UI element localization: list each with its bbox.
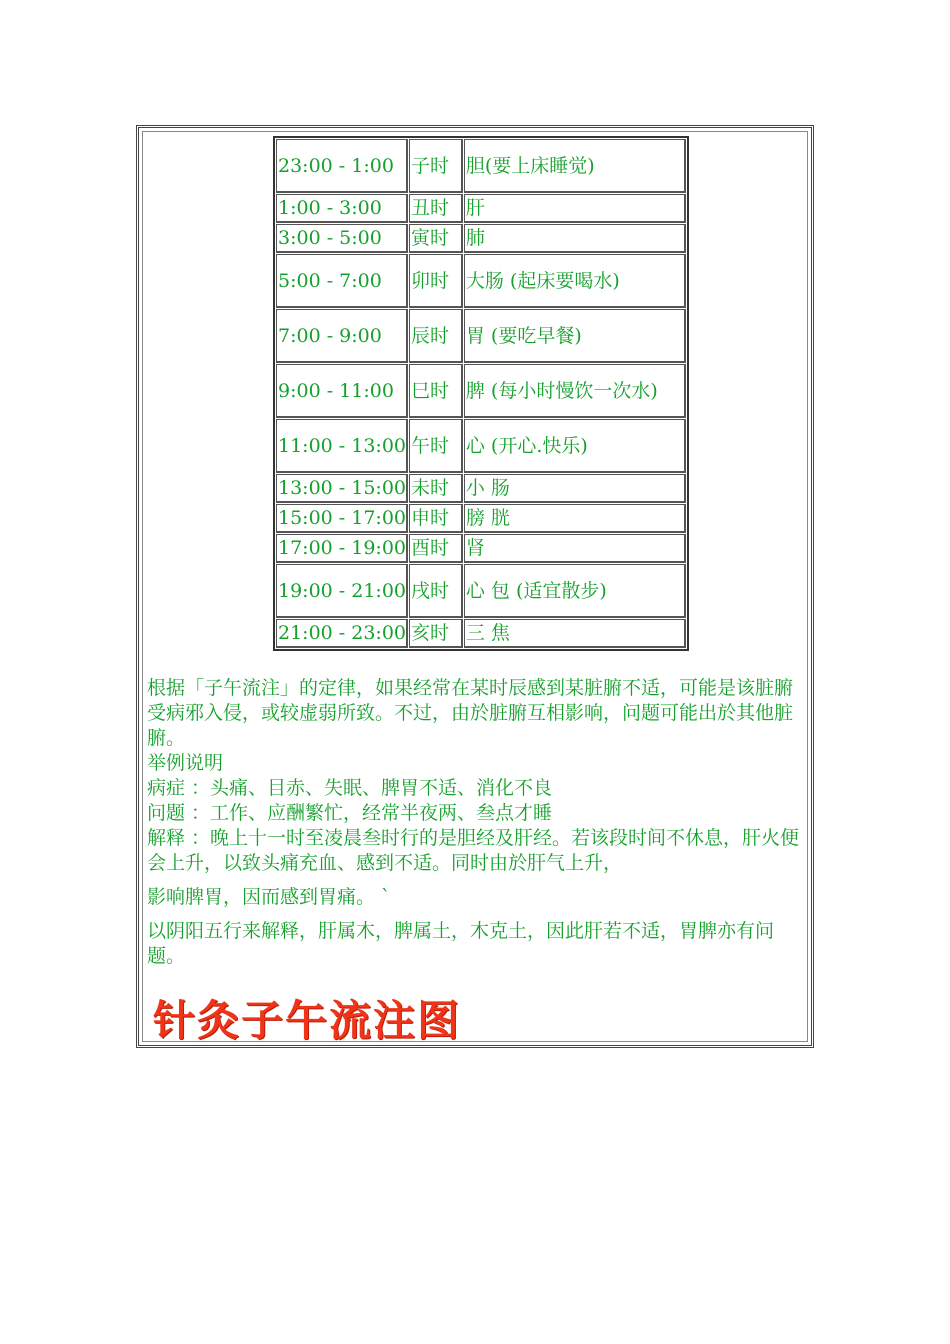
- document-frame: [136, 125, 814, 1048]
- yinyang-paragraph: 以阴阳五行来解释，肝属木，脾属土，木克土，因此肝若不适，胃脾亦有问题。: [147, 920, 775, 967]
- shichen-cell: 巳时: [409, 364, 463, 418]
- time-cell: 11:00 - 13:00: [276, 419, 408, 473]
- time-cell: 1:00 - 3:00: [276, 194, 408, 223]
- explanation-continuation: 影响脾胃，因而感到胃痛。 `: [147, 886, 391, 908]
- organ-cell: 胆(要上床睡觉): [464, 139, 686, 193]
- organ-cell: 肾: [464, 534, 686, 563]
- table-row: [276, 534, 686, 563]
- explanation-paragraph: 解释 ：晚上十一时至凌晨叁时行的是胆经及肝经。若该段时间不休息，肝火便会上升，以致头痛充血、感到不适。同时由於肝气上升，: [147, 827, 800, 874]
- organ-cell: 肝: [464, 194, 686, 223]
- shichen-cell: 丑时: [409, 194, 463, 223]
- organ-cell: 胃 (要吃早餐): [464, 309, 686, 363]
- content-area: [142, 131, 808, 1045]
- table-row: [276, 194, 686, 223]
- organ-cell: 心 包 (适宜散步): [464, 564, 686, 618]
- time-cell: 3:00 - 5:00: [276, 224, 408, 253]
- shichen-cell: 申时: [409, 504, 463, 533]
- table-row: [276, 419, 686, 473]
- time-cell: 13:00 - 15:00: [276, 474, 408, 503]
- time-cell: 23:00 - 1:00: [276, 139, 408, 193]
- time-cell: 9:00 - 11:00: [276, 364, 408, 418]
- table-row: [276, 254, 686, 308]
- shichen-cell: 亥时: [409, 619, 463, 648]
- time-cell: 15:00 - 17:00: [276, 504, 408, 533]
- explanation-text: [147, 676, 811, 969]
- shichen-cell: 午时: [409, 419, 463, 473]
- shichen-cell: 寅时: [409, 224, 463, 253]
- example-heading: 举例说明: [147, 752, 224, 774]
- table-row: [276, 564, 686, 618]
- shichen-cell: 酉时: [409, 534, 463, 563]
- time-cell: 5:00 - 7:00: [276, 254, 408, 308]
- organ-cell: 小 肠: [464, 474, 686, 503]
- table-row: [276, 309, 686, 363]
- organ-cell: 肺: [464, 224, 686, 253]
- shichen-cell: 辰时: [409, 309, 463, 363]
- table-row: [276, 139, 686, 193]
- time-cell: 17:00 - 19:00: [276, 534, 408, 563]
- shichen-cell: 子时: [409, 139, 463, 193]
- acupuncture-chart-title: 针灸子午流注图: [153, 996, 462, 1045]
- time-cell: 19:00 - 21:00: [276, 564, 408, 618]
- meridian-schedule-table: [273, 136, 689, 651]
- organ-cell: 膀 胱: [464, 504, 686, 533]
- intro-paragraph: 根据「子午流注」的定律，如果经常在某时辰感到某脏腑不适，可能是该脏腑受病邪入侵，或较虚弱所致。不过，由於脏腑互相影响，问题可能出於其他脏腑。: [147, 677, 794, 749]
- organ-cell: 三 焦: [464, 619, 686, 648]
- shichen-cell: 未时: [409, 474, 463, 503]
- table-row: [276, 619, 686, 648]
- symptom-line: 病症 ：头痛、目赤、失眠、脾胃不适、消化不良: [147, 777, 553, 799]
- time-cell: 21:00 - 23:00: [276, 619, 408, 648]
- table-row: [276, 364, 686, 418]
- shichen-cell: 卯时: [409, 254, 463, 308]
- shichen-cell: 戌时: [409, 564, 463, 618]
- organ-cell: 脾 (每小时慢饮一次水): [464, 364, 686, 418]
- organ-cell: 大肠 (起床要喝水): [464, 254, 686, 308]
- table-row: [276, 474, 686, 503]
- problem-line: 问题 ：工作、应酬繁忙，经常半夜两、叁点才睡: [147, 802, 553, 824]
- organ-cell: 心 (开心.快乐): [464, 419, 686, 473]
- time-cell: 7:00 - 9:00: [276, 309, 408, 363]
- table-row: [276, 224, 686, 253]
- table-row: [276, 504, 686, 533]
